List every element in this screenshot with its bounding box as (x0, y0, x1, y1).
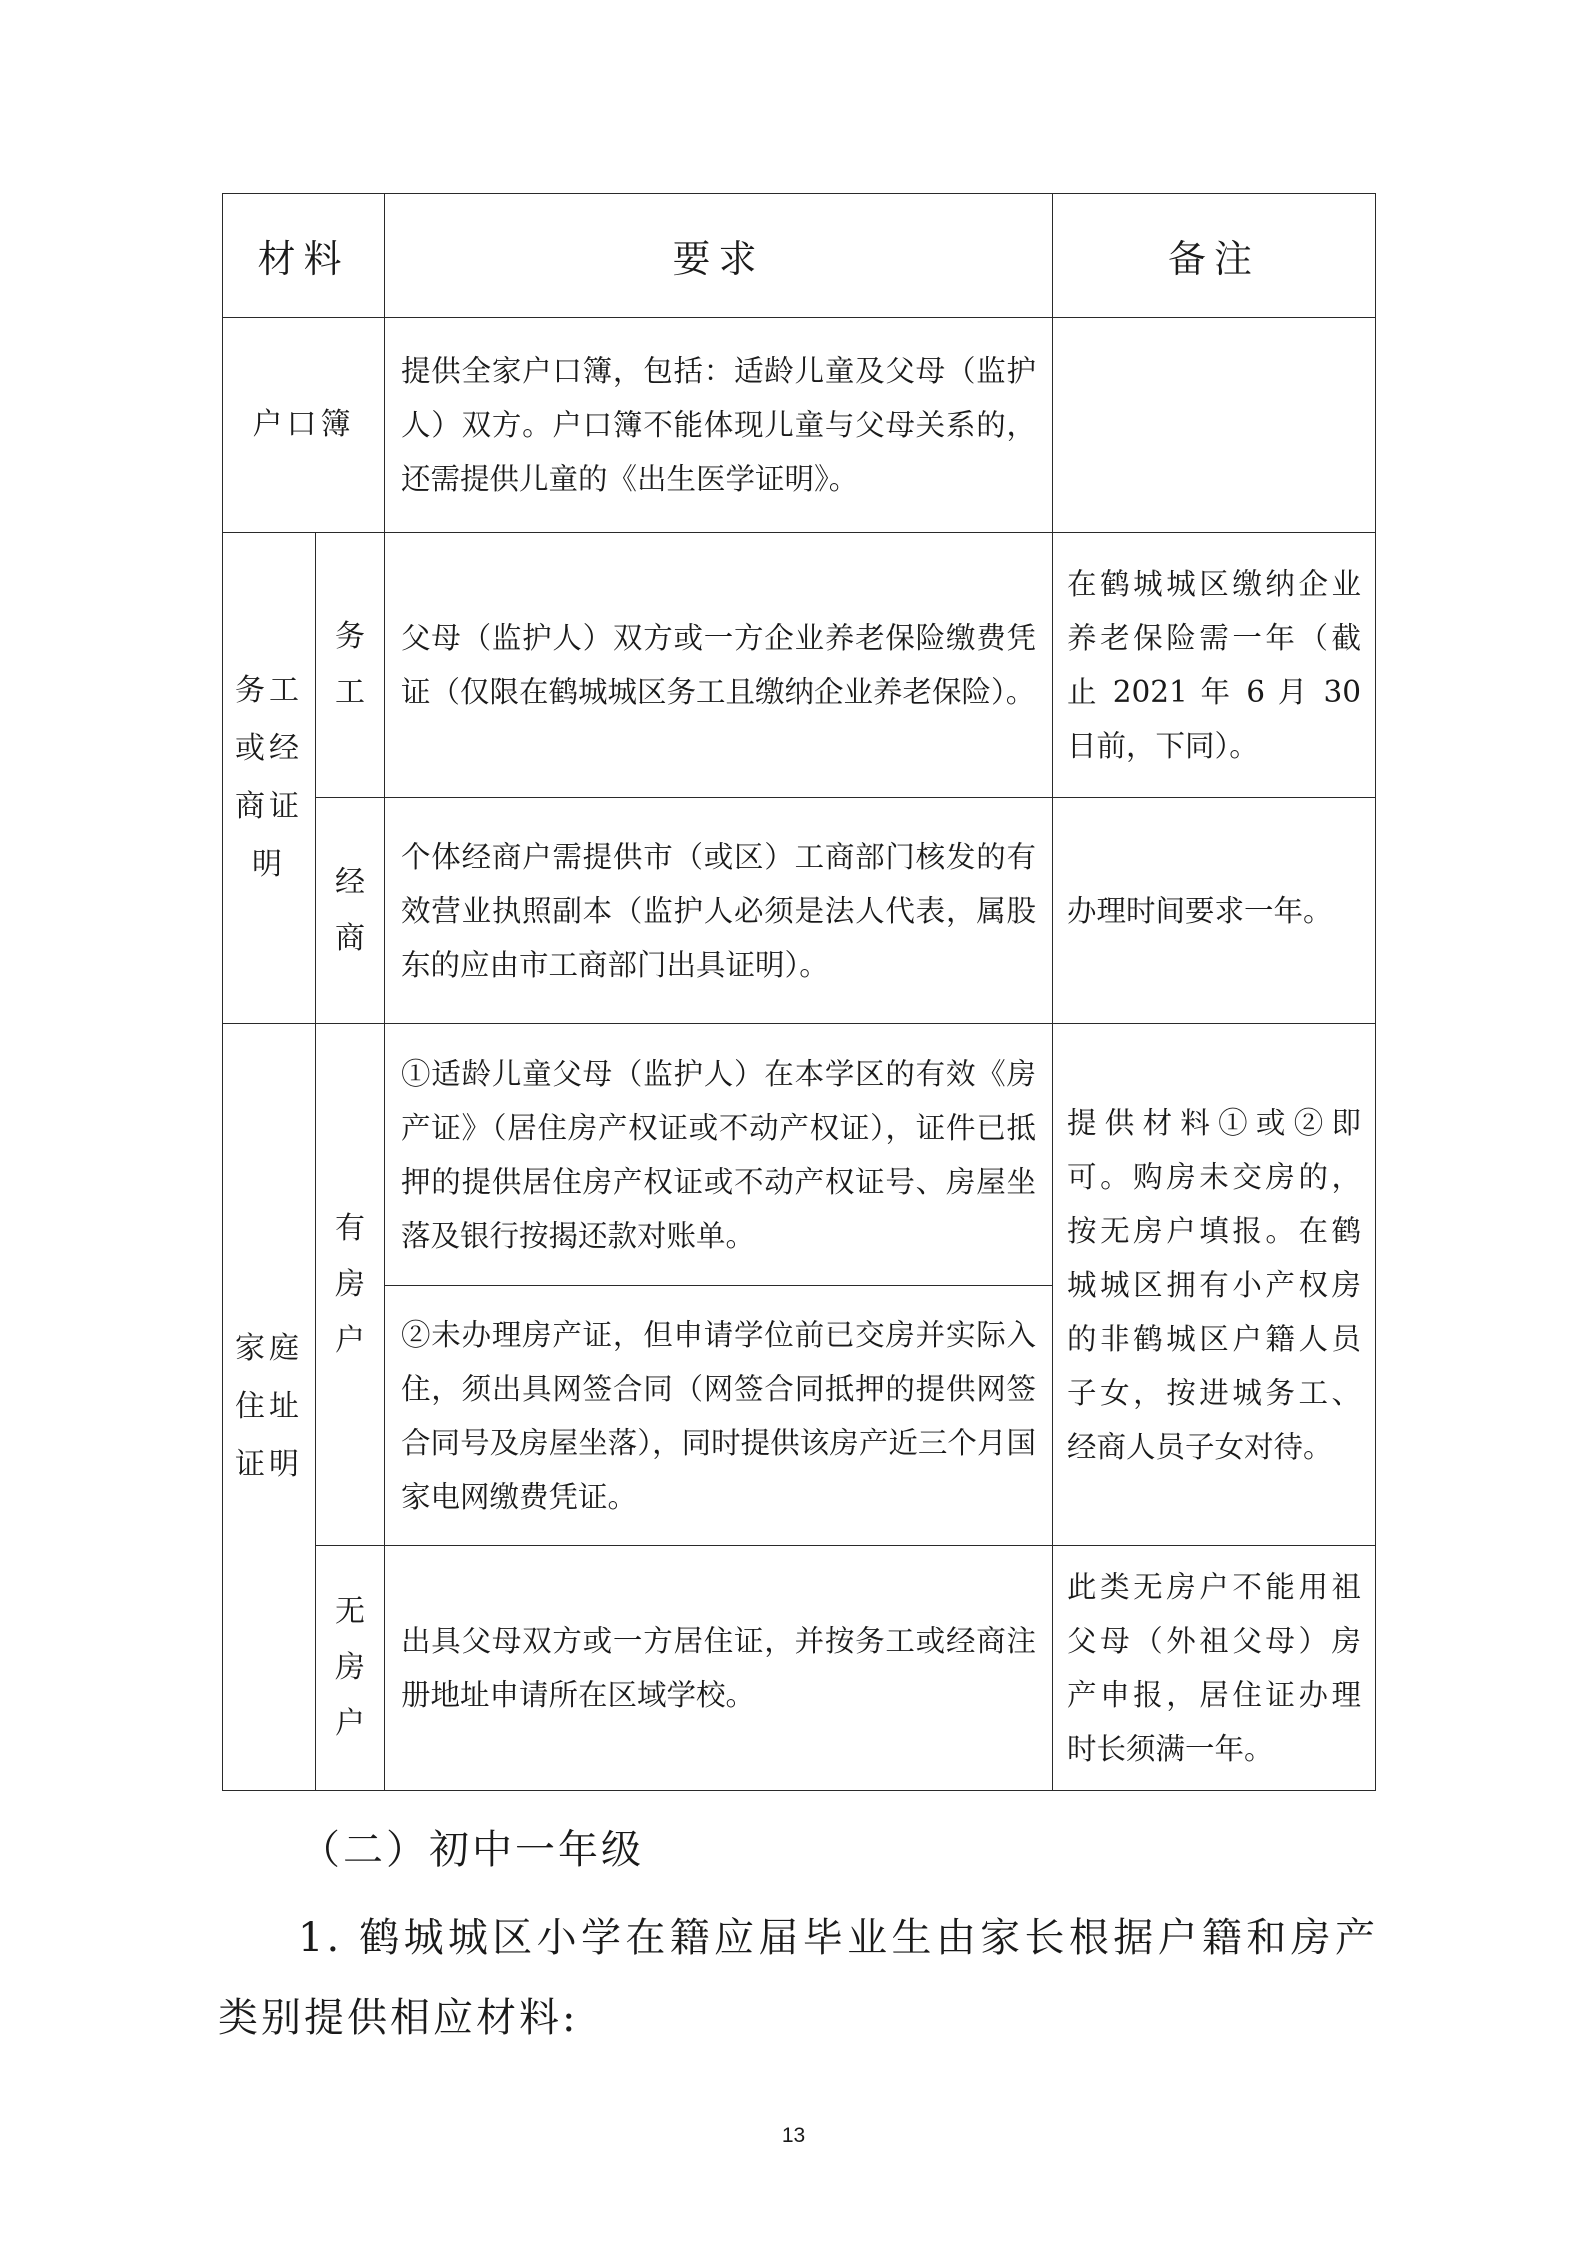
header-material: 材料 (223, 194, 385, 318)
table-row-business (223, 798, 1376, 1024)
employee-note: 在鹤城城区缴纳企业养老保险需一年（截止 2021 年 6 月 30 日前，下同）。 (1053, 533, 1376, 798)
owner-label (316, 1024, 385, 1546)
business-label-line: 商 (335, 920, 365, 956)
employee-label (316, 533, 385, 798)
section-heading: （二）初中一年级 (300, 1827, 644, 1873)
nonowner-note: 此类无房户不能用祖父母（外祖父母）房产申报，居住证办理时长须满一年。 (1053, 1546, 1376, 1791)
owner-note: 提供材料①或②即可。购房未交房的，按无房户填报。在鹤城城区拥有小产权房的非鹤城区户籍人员子女，按进城务工、经商人员子女对待。 (1053, 1024, 1376, 1546)
hukou-label: 户口簿 (223, 318, 385, 533)
hukou-requirement: 提供全家户口簿，包括：适龄儿童及父母（监护人）双方。户口簿不能体现儿童与父母关系的，还需提供儿童的《出生医学证明》。 (385, 318, 1053, 533)
nonowner-requirement: 出具父母双方或一方居住证，并按务工或经商注册地址申请所在区域学校。 (385, 1546, 1053, 1791)
work-proof-label (223, 533, 316, 1024)
work-label-line: 或经 (235, 731, 303, 766)
hukou-note (1053, 318, 1376, 533)
table-row-hukou (223, 318, 1376, 533)
employee-label-line: 务 (335, 619, 365, 654)
header-note: 备注 (1053, 194, 1376, 318)
work-label-line: 务工 (235, 673, 303, 708)
employee-label-line: 工 (335, 675, 365, 710)
owner-label-line: 房 (335, 1266, 365, 1302)
nonowner-label-line: 户 (335, 1706, 365, 1741)
work-label-line: 明 (252, 847, 286, 882)
nonowner-label (316, 1546, 385, 1791)
table-row-owner-1 (223, 1024, 1376, 1286)
owner-label-line: 有 (335, 1210, 365, 1246)
address-proof-label (223, 1024, 316, 1791)
address-label-line: 家庭 (235, 1331, 303, 1366)
table-row-employee (223, 533, 1376, 798)
business-note: 办理时间要求一年。 (1053, 798, 1376, 1024)
header-requirement: 要求 (385, 194, 1053, 318)
address-label-line: 住址 (235, 1389, 303, 1424)
owner-requirement-2: ②未办理房产证，但申请学位前已交房并实际入住，须出具网签合同（网签合同抵押的提供网签合同号及房屋坐落），同时提供该房产近三个月国家电网缴费凭证。 (385, 1286, 1053, 1546)
nonowner-label-line: 房 (335, 1650, 365, 1685)
business-label-line: 经 (335, 864, 365, 900)
employee-requirement: 父母（监护人）双方或一方企业养老保险缴费凭证（仅限在鹤城城区务工且缴纳企业养老保险）。 (385, 533, 1053, 798)
business-requirement: 个体经商户需提供市（或区）工商部门核发的有效营业执照副本（监护人必须是法人代表，属股东的应由市工商部门出具证明）。 (385, 798, 1053, 1024)
owner-label-line: 户 (335, 1322, 365, 1358)
page-number: 13 (781, 2124, 806, 2147)
requirements-table (222, 193, 1376, 1791)
owner-requirement-1: ①适龄儿童父母（监护人）在本学区的有效《房产证》（居住房产权证或不动产权证），证件已抵押的提供居住房产权证或不动产权证号、房屋坐落及银行按揭还款对账单。 (385, 1024, 1053, 1286)
nonowner-label-line: 无 (335, 1594, 365, 1629)
address-label-line: 证明 (235, 1447, 303, 1482)
table-row-nonowner (223, 1546, 1376, 1791)
work-label-line: 商证 (235, 789, 303, 824)
table-header-row (223, 194, 1376, 318)
body-paragraph: 1. 鹤城城区小学在籍应届毕业生由家长根据户籍和房产类别提供相应材料: (218, 1915, 1378, 2041)
business-label (316, 798, 385, 1024)
